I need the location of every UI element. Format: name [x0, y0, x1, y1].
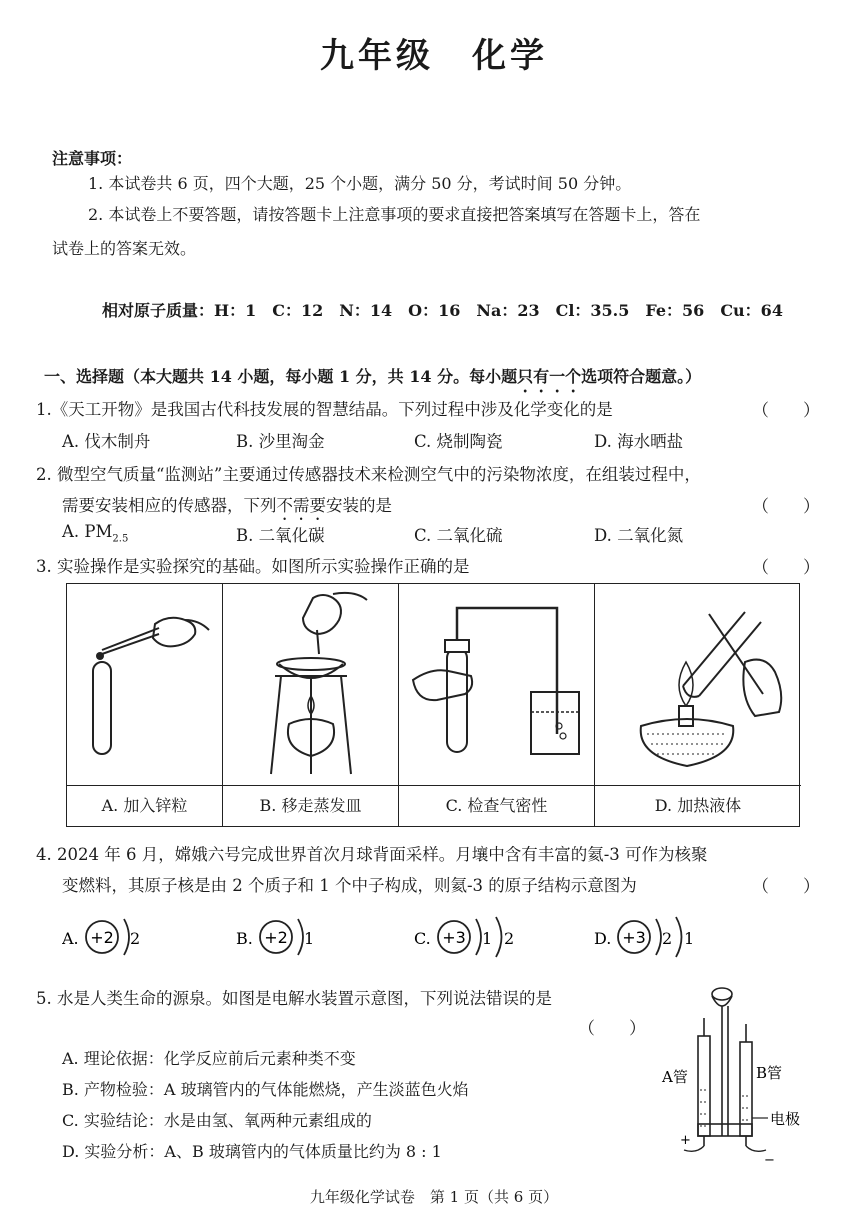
section-1-heading: 一、选择题（本大题共 14 小题，每小题 1 分，共 14 分。每小题只有一个选项符合题意。） — [44, 367, 702, 386]
q4-option-c-nucleus: +3 — [442, 928, 466, 947]
q4-option-a — [62, 913, 182, 965]
q4-option-c-letter: C. — [414, 929, 431, 948]
q3-figure-b — [223, 584, 399, 826]
q4-option-d-shell-2: 1 — [684, 929, 695, 948]
electrode-label: 电极 — [770, 1110, 801, 1128]
q4-option-c-shell-2: 2 — [504, 929, 515, 948]
q3-answer-paren: （ ） — [752, 558, 820, 578]
atom-diagram-b — [236, 913, 356, 961]
q5-option-d: D. 实验分析：A、B 玻璃管内的气体质量比约为 8 : 1 — [62, 1142, 442, 1161]
add-zinc-figure — [67, 584, 221, 786]
q2-option-d: D. 二氧化氮 — [594, 526, 684, 545]
q4-option-b — [236, 913, 356, 965]
q5-option-b: B. 产物检验：A 玻璃管内的气体能燃烧，产生淡蓝色火焰 — [62, 1080, 469, 1099]
negative-terminal-label: − — [764, 1153, 775, 1168]
positive-terminal-label: + — [680, 1133, 691, 1148]
q5-stem: 5. 水是人类生命的源泉。如图是电解水装置示意图，下列说法错误的是 — [36, 989, 552, 1008]
q3-figure-a — [67, 584, 223, 826]
q2-option-b: B. 二氧化碳 — [236, 526, 325, 545]
q4-option-d-letter: D. — [594, 929, 612, 948]
q2-answer-paren: （ ） — [752, 497, 820, 517]
q2-option-a: A. $PM_{2.5}$ — [62, 522, 129, 545]
electrolysis-apparatus — [660, 984, 830, 1176]
q3-figure-c — [399, 584, 595, 826]
q3-stem: 3. 实验操作是实验探究的基础。如图所示实验操作正确的是 — [36, 557, 470, 576]
q3-figure-table — [66, 583, 800, 827]
tube-a-label: A管 — [662, 1068, 688, 1086]
q4-answer-paren: （ ） — [752, 877, 820, 897]
q5-electrolysis-figure — [660, 984, 830, 1180]
q4-stem-line-2: 变燃料，其原子核是由 2 个质子和 1 个中子构成，则氦-3 的原子结构示意图为 — [62, 876, 637, 895]
q4-option-b-shell-1: 1 — [304, 929, 315, 948]
notice-item-2-line-2: 试卷上的答案无效。 — [52, 239, 197, 258]
q3-caption-a: A. 加入锌粒 — [67, 785, 222, 826]
q2-option-c: C. 二氧化硫 — [414, 526, 503, 545]
q3-caption-d: D. 加热液体 — [595, 785, 801, 826]
atomic-mass-line: 相对原子质量：H：1 C：12 N：14 O：16 Na：23 Cl：35.5 Fe：56 Cu：64 — [102, 301, 783, 320]
q4-option-a-shell-1: 2 — [130, 929, 141, 948]
q3-figure-d — [595, 584, 801, 826]
q2-stem-line-1: 2. 微型空气质量“监测站”主要通过传感器技术来检测空气中的污染物浓度，在组装过程中， — [36, 465, 701, 484]
q4-option-c-shell-1: 1 — [482, 929, 493, 948]
atom-diagram-a — [62, 913, 182, 961]
q4-option-d-shell-1: 2 — [662, 929, 673, 948]
q1-option-d: D. 海水晒盐 — [594, 432, 684, 451]
q1-stem: 1.《天工开物》是我国古代科技发展的智慧结晶。下列过程中涉及化学变化的是 — [36, 400, 613, 419]
q4-option-a-nucleus: +2 — [90, 928, 114, 947]
q1-option-a: A. 伐木制舟 — [62, 432, 151, 451]
q4-option-b-nucleus: +2 — [264, 928, 288, 947]
atom-diagram-d — [594, 913, 724, 961]
tube-b-label: B管 — [756, 1064, 783, 1082]
q3-caption-c: C. 检查气密性 — [399, 785, 594, 826]
notice-heading: 注意事项： — [52, 149, 133, 168]
q5-option-a: A. 理论依据：化学反应前后元素种类不变 — [62, 1049, 356, 1068]
page-title: 九年级 化学 — [320, 36, 548, 76]
q4-option-c — [414, 913, 544, 965]
q4-stem-line-1: 4. 2024 年 6 月，嫦娥六号完成世界首次月球背面采样。月壤中含有丰富的氦-3 可作为核聚 — [36, 845, 708, 864]
airtightness-check-figure — [399, 584, 593, 786]
q4-option-d-nucleus: +3 — [622, 928, 646, 947]
q5-option-c: C. 实验结论：水是由氢、氧两种元素组成的 — [62, 1111, 372, 1130]
page-footer: 九年级化学试卷 第 1 页（共 6 页） — [309, 1188, 559, 1206]
q4-option-d — [594, 913, 724, 965]
q3-caption-b: B. 移走蒸发皿 — [223, 785, 398, 826]
atom-diagram-c — [414, 913, 544, 961]
evaporating-dish-figure — [223, 584, 397, 786]
q1-answer-paren: （ ） — [752, 401, 820, 421]
q1-option-c: C. 烧制陶瓷 — [414, 432, 503, 451]
q2-stem-line-2: 需要安装相应的传感器，下列不需要安装的是 — [62, 496, 392, 515]
notice-item-2-line-1: 2. 本试卷上不要答题，请按答题卡上注意事项的要求直接把答案填写在答题卡上，答在 — [88, 205, 701, 224]
heating-liquid-figure — [595, 584, 799, 786]
notice-item-1: 1. 本试卷共 6 页，四个大题，25 个小题，满分 50 分，考试时间 50 分钟。 — [88, 174, 632, 193]
q1-option-b: B. 沙里淘金 — [236, 432, 325, 451]
q4-option-a-letter: A. — [62, 929, 79, 948]
q4-option-b-letter: B. — [236, 929, 253, 948]
q5-answer-paren: （ ） — [578, 1019, 646, 1039]
